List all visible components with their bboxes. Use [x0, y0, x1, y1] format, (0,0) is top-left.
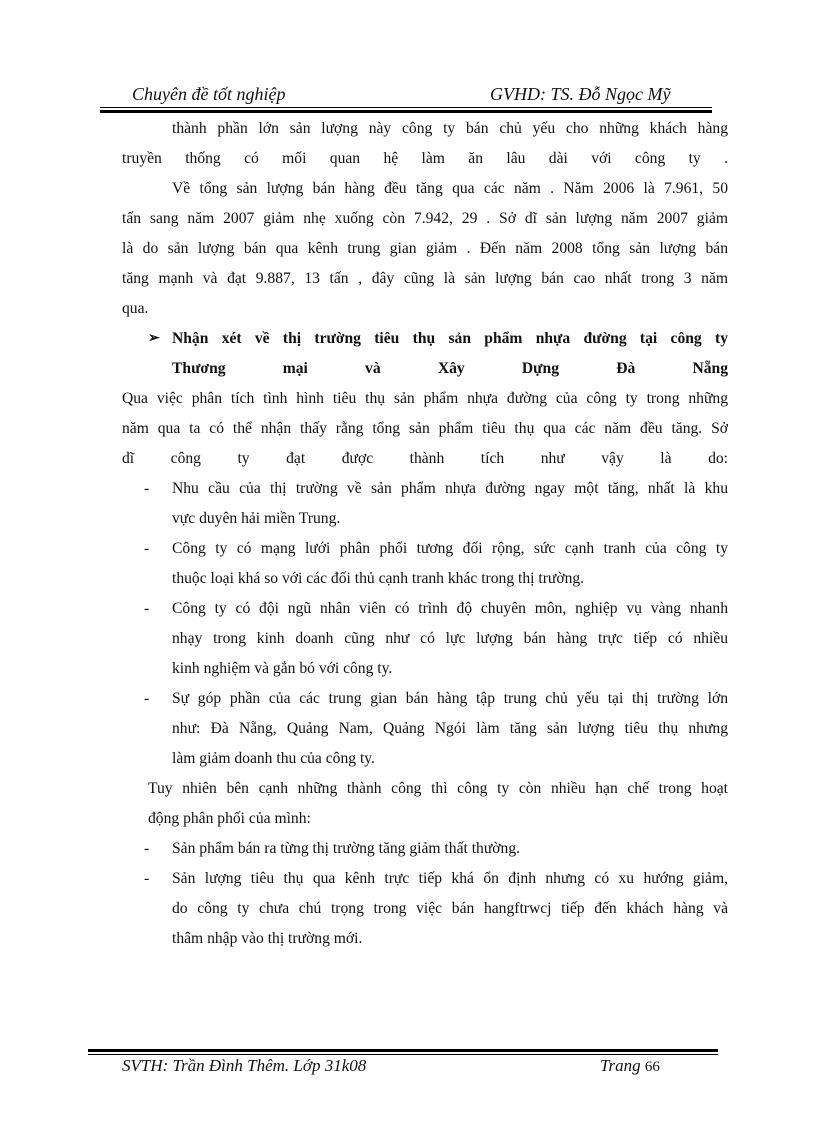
- dash-bullet: -: [144, 870, 150, 887]
- document-body: [122, 114, 728, 954]
- text-line: Về tổng sản lượng bán hàng đều tăng qua các năm . Năm 2006 là 7.961, 50: [172, 180, 728, 197]
- text-line: Tuy nhiên bên cạnh những thành công thì công ty còn nhiều hạn chế trong hoạt: [148, 780, 728, 797]
- list-item: - Nhu cầu của thị trường về sản phẩm nhựa đường ngay một tăng, nhất là khu: [122, 474, 728, 504]
- text-line: năm qua ta có thể nhận thấy rằng tổng sản phẩm tiêu thụ qua các năm đều tăng. Sở: [122, 420, 728, 437]
- heading-line-2: Thương mại và Xây Dựng Đà Nẵng: [172, 360, 728, 377]
- header-advisor: GVHD: TS. Đỗ Ngọc Mỹ: [490, 84, 671, 104]
- list-item-continuation: thuộc loại khá so với các đối thủ cạnh tranh khác trong thị trường.: [172, 570, 585, 587]
- header-title: Chuyên đề tốt nghiệp: [132, 84, 286, 104]
- section-heading: [122, 324, 728, 354]
- list-item-continuation: kinh nghiệm và gắn bó với công ty.: [172, 660, 393, 677]
- dash-bullet: -: [144, 540, 150, 557]
- text-line: thành phần lớn sản lượng này công ty bán chủ yếu cho những khách hàng: [172, 120, 728, 137]
- list-item: - Sự góp phần của các trung gian bán hàng tập trung chủ yếu tại thị trường lớn: [122, 684, 728, 714]
- text-line: Qua việc phân tích tình hình tiêu thụ sản phẩm nhựa đường của công ty trong những: [122, 390, 728, 407]
- page-number: 66: [644, 1059, 660, 1075]
- footer-author: SVTH: Trần Đình Thêm. Lớp 31k08: [122, 1056, 367, 1075]
- list-item: - Sản lượng tiêu thụ qua kênh trực tiếp khá ổn định nhưng có xu hướng giảm,: [122, 864, 728, 894]
- text-line: động phân phối của mình:: [148, 810, 311, 827]
- text-line: tăng mạnh và đạt 9.887, 13 tấn , đây cũng là sản lượng bán cao nhất trong 3 năm: [122, 270, 728, 287]
- text-line: tấn sang năm 2007 giảm nhẹ xuống còn 7.942, 29 . Sở dĩ sản lượng năm 2007 giảm: [122, 210, 728, 227]
- dash-bullet: -: [144, 840, 150, 857]
- list-item: - Sản phẩm bán ra từng thị trường tăng giảm thất thường.: [122, 834, 728, 864]
- list-item-continuation: nhạy trong kinh doanh cũng như có lực lượng bán hàng trực tiếp có nhiều: [172, 630, 728, 647]
- page-label: Trang: [600, 1056, 641, 1075]
- list-item: - Công ty có mạng lưới phân phối tương đối rộng, sức cạnh tranh của công ty: [122, 534, 728, 564]
- list-item-continuation: do công ty chưa chú trọng trong việc bán hangftrwcj tiếp đến khách hàng và: [172, 900, 728, 917]
- footer-page: [600, 1056, 660, 1076]
- list-item-continuation: làm giảm doanh thu của công ty.: [172, 750, 375, 767]
- header-rule: [100, 107, 712, 108]
- text-line: là do sản lượng bán qua kênh trung gian giảm . Đến năm 2008 tổng sản lượng bán: [122, 240, 728, 257]
- list-item: - Công ty có đội ngũ nhân viên có trình độ chuyên môn, nghiệp vụ vàng nhanh: [122, 594, 728, 624]
- heading-line-1: Nhận xét về thị trường tiêu thụ sản phẩm nhựa đường tại công ty: [172, 330, 728, 347]
- page-footer: [88, 1052, 718, 1078]
- text-line: qua.: [122, 300, 149, 317]
- text-line: truyền thống có mối quan hệ làm ăn lâu dài với công ty .: [122, 150, 728, 167]
- dash-bullet: -: [144, 480, 150, 497]
- list-item-continuation: thâm nhập vào thị trường mới.: [172, 930, 363, 947]
- page-header: [100, 84, 712, 108]
- list-item-continuation: vực duyên hải miền Trung.: [172, 510, 341, 527]
- dash-bullet: -: [144, 690, 150, 707]
- list-item-continuation: như: Đà Nẵng, Quảng Nam, Quảng Ngói làm tăng sản lượng tiêu thụ nhưng: [172, 720, 728, 737]
- arrow-bullet-icon: ➢: [148, 331, 160, 346]
- header-rule-thick: [100, 110, 712, 113]
- dash-bullet: -: [144, 600, 150, 617]
- text-line: dĩ công ty đạt được thành tích như vậy là do:: [122, 450, 728, 467]
